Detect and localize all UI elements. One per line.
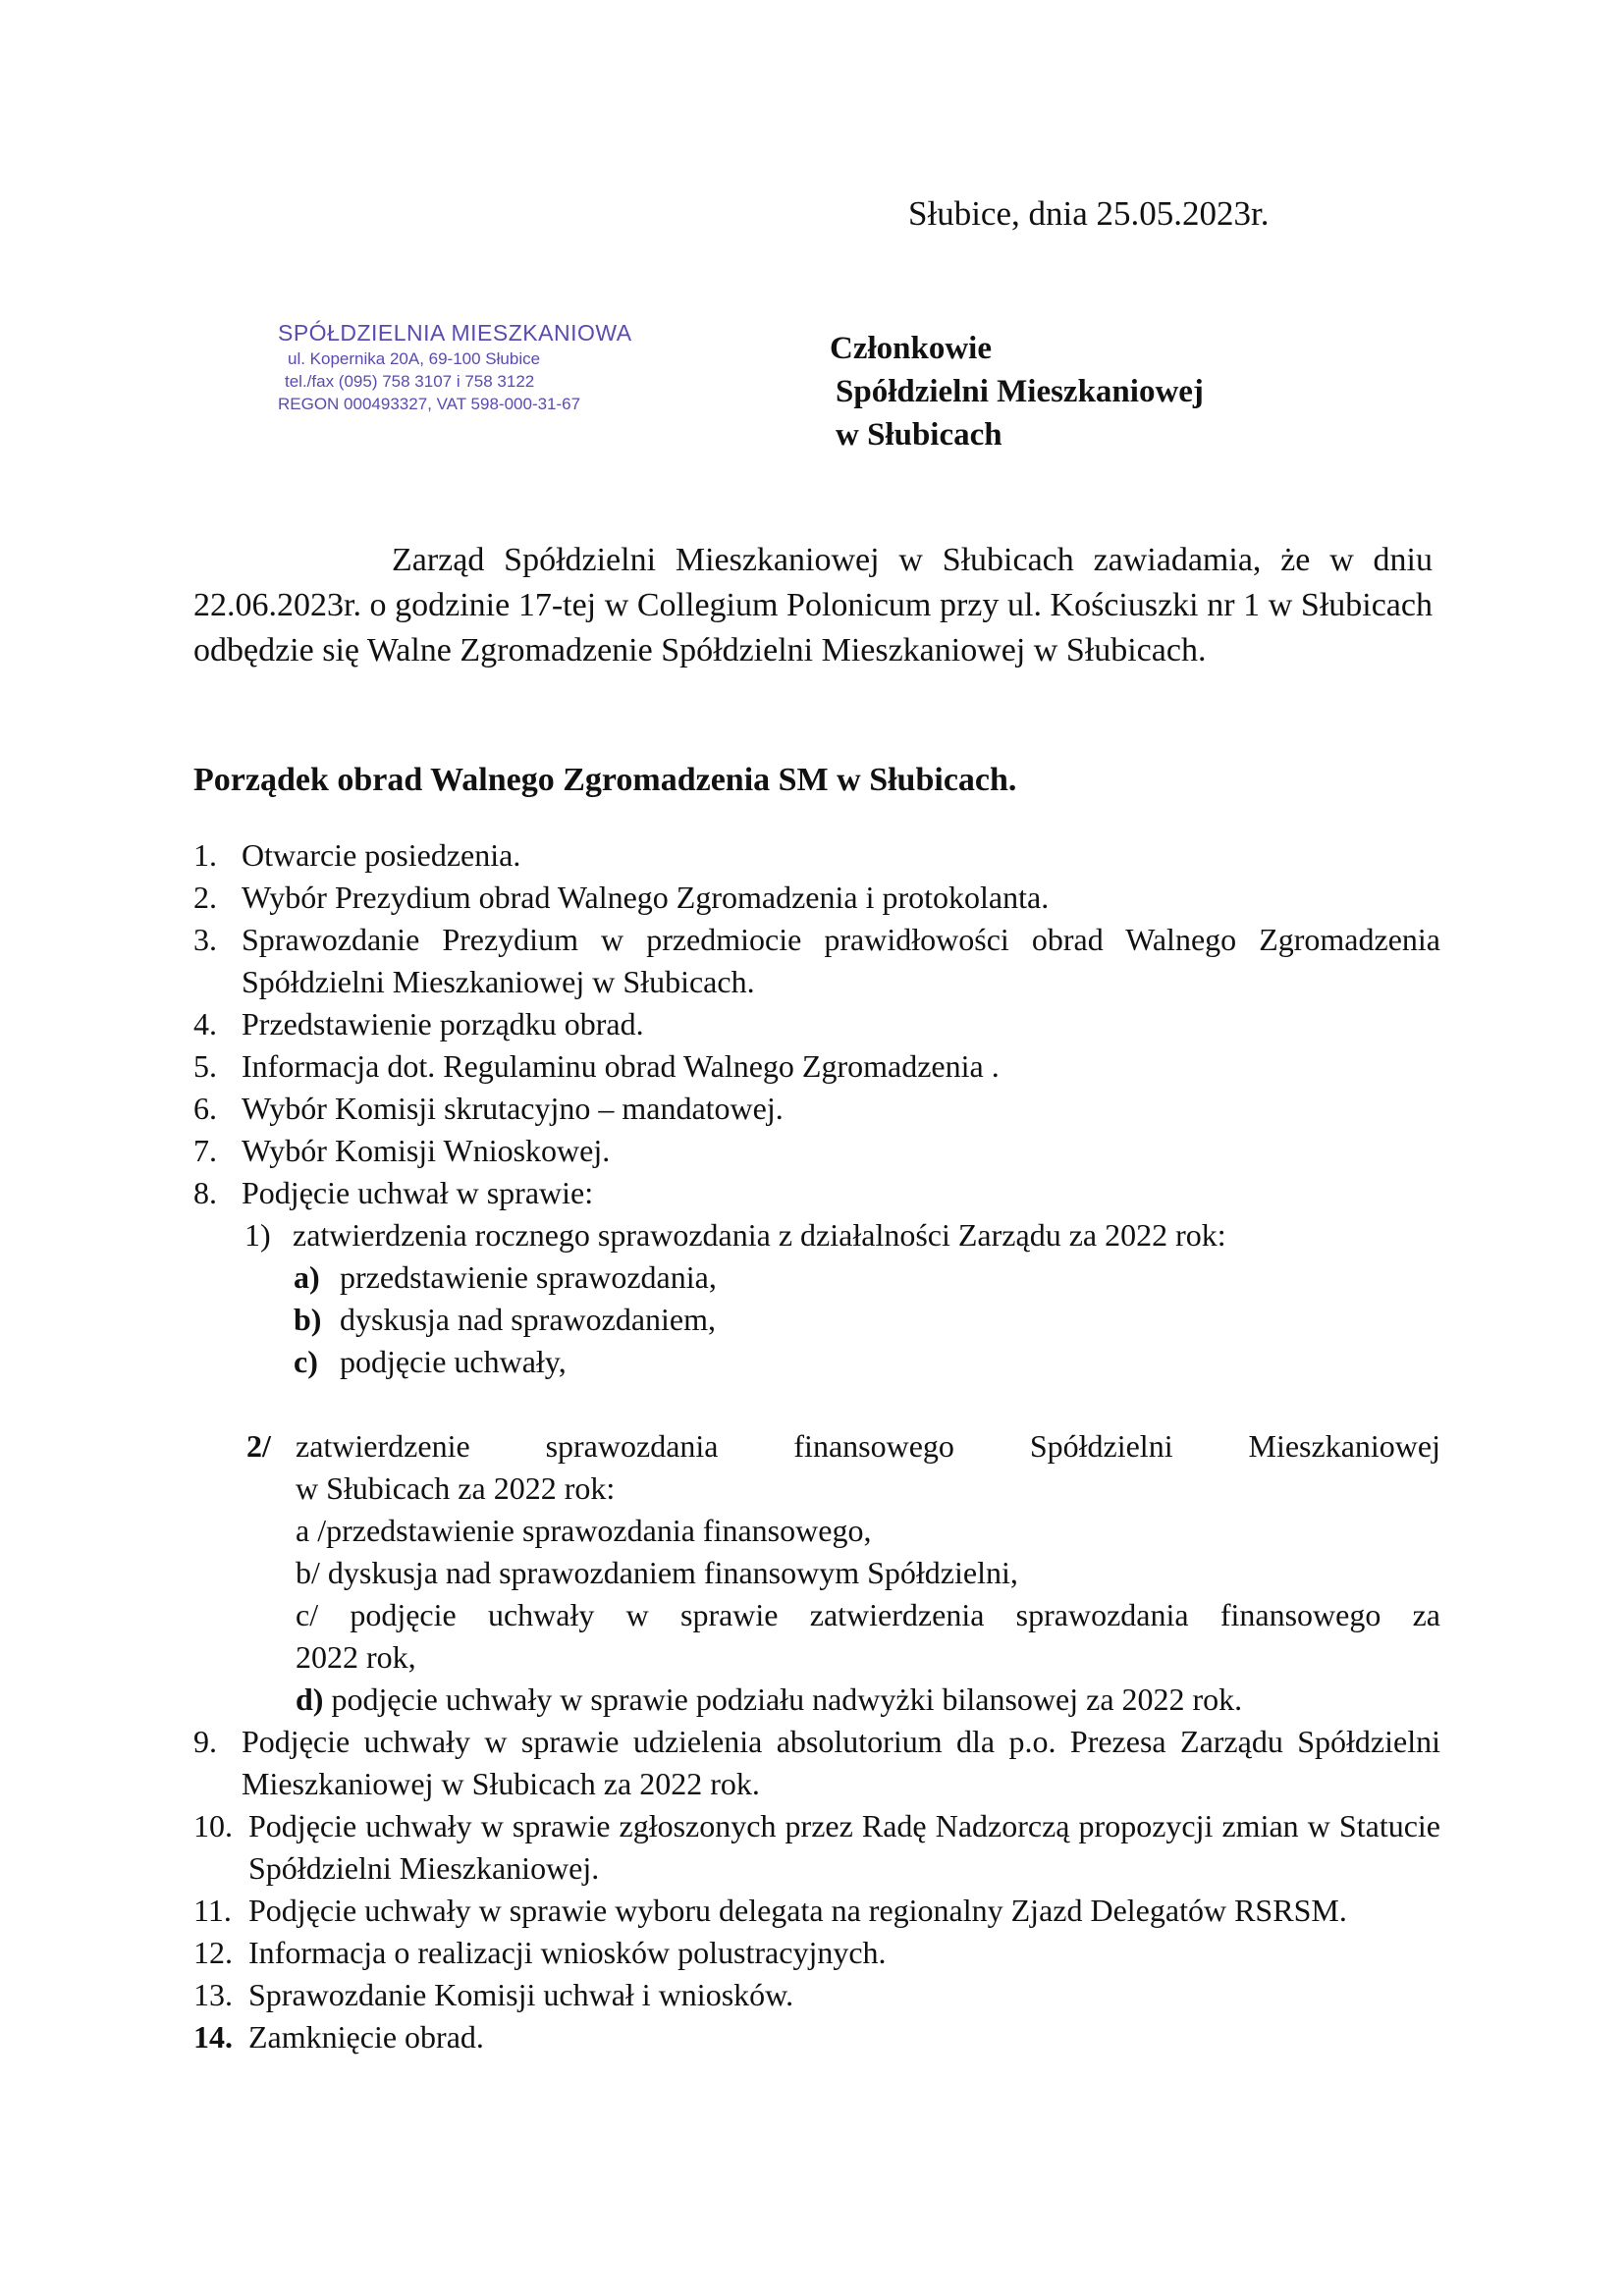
point-c-cont: 2022 rok, [296,1639,416,1675]
agenda-item [193,1172,1440,1214]
agenda-item [193,1130,1440,1172]
agenda-item [193,1974,1440,2016]
point-c: c/ podjęcie uchwały w sprawie zatwierdzenia sprawozdania finansowego za [296,1597,1440,1632]
point-label: c) [294,1344,318,1379]
agenda-item [193,1805,1440,1890]
item-text: Informacja o realizacji wniosków polustracyjnych. [248,1935,887,1970]
item-number: 13. [193,1977,233,2012]
point-label: d) [296,1682,324,1717]
item-text: Informacja dot. Regulaminu obrad Walnego Zgromadzenia . [242,1048,1000,1084]
item-number: 7. [193,1133,217,1168]
cooperative-stamp [278,318,632,415]
subitem-text-cont: w Słubicach za 2022 rok: [296,1470,616,1506]
point-text: dyskusja nad sprawozdaniem, [340,1302,717,1337]
item-text: Sprawozdanie Prezydium w przedmiocie prawidłowości obrad Walnego Zgromadzenia Spółdzielni Mieszkaniowej w Słubicach. [242,922,1440,999]
point-text: podjęcie uchwały, [340,1344,567,1379]
item-text: Podjęcie uchwały w sprawie zgłoszonych przez Radę Nadzorczą propozycji zmian w Statucie Spółdzielni Mieszkaniowej. [248,1808,1440,1886]
item-text: Zamknięcie obrad. [248,2019,484,2055]
item-text: Podjęcie uchwał w sprawie: [242,1175,594,1210]
agenda-item [193,1003,1440,1045]
item-number: 12. [193,1935,233,1970]
item-number: 3. [193,922,217,957]
agenda-item [193,1721,1440,1805]
addressee-block [830,327,1204,456]
intro-paragraph: Zarząd Spółdzielni Mieszkaniowej w Słubicach zawiadamia, że w dniu 22.06.2023r. o godzinie 17-tej w Collegium Polonicum przy ul. Kościuszki nr 1 w Słubicach odbędzie się Walne Zgromadzenie Spółdzielni Mieszkaniowej w Słubicach. [193,542,1433,668]
subitem-number: 1) [244,1217,271,1253]
document-date: Słubice, dnia 25.05.2023r. [908,194,1270,233]
agenda-item [193,1088,1440,1130]
point-label: b) [294,1302,322,1337]
item-number: 5. [193,1048,217,1084]
agenda-point [193,1299,1440,1341]
item-text: Podjęcie uchwały w sprawie wyboru delegata na regionalny Zjazd Delegatów RSRSM. [248,1893,1347,1928]
item-text: Sprawozdanie Komisji uchwał i wniosków. [248,1977,794,2012]
item-number: 6. [193,1091,217,1126]
point-b: b/ dyskusja nad sprawozdaniem finansowym Spółdzielni, [296,1555,1018,1590]
agenda-point [193,1256,1440,1299]
point-text: podjęcie uchwały w sprawie podziału nadwyżki bilansowej za 2022 rok. [331,1682,1243,1717]
agenda-item [193,877,1440,919]
agenda-subitem [193,1425,1440,1721]
point-d [296,1679,1440,1721]
item-number: 4. [193,1006,217,1041]
subitem-text: zatwierdzenia rocznego sprawozdania z działalności Zarządu za 2022 rok: [293,1217,1226,1253]
item-number: 9. [193,1724,217,1759]
item-text: Wybór Prezydium obrad Walnego Zgromadzenia i protokolanta. [242,880,1050,915]
agenda-item [193,919,1440,1003]
stamp-title: SPÓŁDZIELNIA MIESZKANIOWA [278,320,632,346]
point-a: a /przedstawienie sprawozdania finansowego, [296,1513,872,1548]
item-text: Wybór Komisji skrutacyjno – mandatowej. [242,1091,784,1126]
stamp-phone: tel./fax (095) 758 3107 i 758 3122 [285,372,535,391]
agenda-subitem [193,1214,1440,1256]
agenda-item [193,1045,1440,1088]
subitem-number: 2/ [246,1428,271,1464]
item-text: Otwarcie posiedzenia. [242,837,521,873]
item-number: 14. [193,2019,233,2055]
subitem-text: zatwierdzenie sprawozdania finansowego Spółdzielni Mieszkaniowej [296,1428,1440,1464]
item-text: Wybór Komisji Wnioskowej. [242,1133,611,1168]
point-label: a) [294,1259,320,1295]
agenda-point [193,1341,1440,1383]
item-text: Podjęcie uchwały w sprawie udzielenia absolutorium dla p.o. Prezesa Zarządu Spółdzielni Mieszkaniowej w Słubicach za 2022 rok. [242,1724,1440,1801]
item-number: 2. [193,880,217,915]
stamp-ids: REGON 000493327, VAT 598-000-31-67 [278,395,581,413]
stamp-address: ul. Kopernika 20A, 69-100 Słubice [288,349,541,368]
addressee-line-2: Spółdzielni Mieszkaniowej [836,374,1204,409]
agenda-item [193,1890,1440,1932]
agenda-item [193,1932,1440,1974]
addressee-line-3: w Słubicach [836,417,1002,453]
agenda-item [193,834,1440,877]
addressee-line-1: Członkowie [830,331,992,366]
agenda-title: Porządek obrad Walnego Zgromadzenia SM w Słubicach. [193,762,1017,798]
item-number: 8. [193,1175,217,1210]
item-text: Przedstawienie porządku obrad. [242,1006,644,1041]
item-number: 11. [193,1893,232,1928]
item-number: 10. [193,1808,233,1843]
item-number: 1. [193,837,217,873]
point-text: przedstawienie sprawozdania, [340,1259,717,1295]
agenda-item [193,2016,1440,2058]
agenda-list [193,834,1440,2058]
